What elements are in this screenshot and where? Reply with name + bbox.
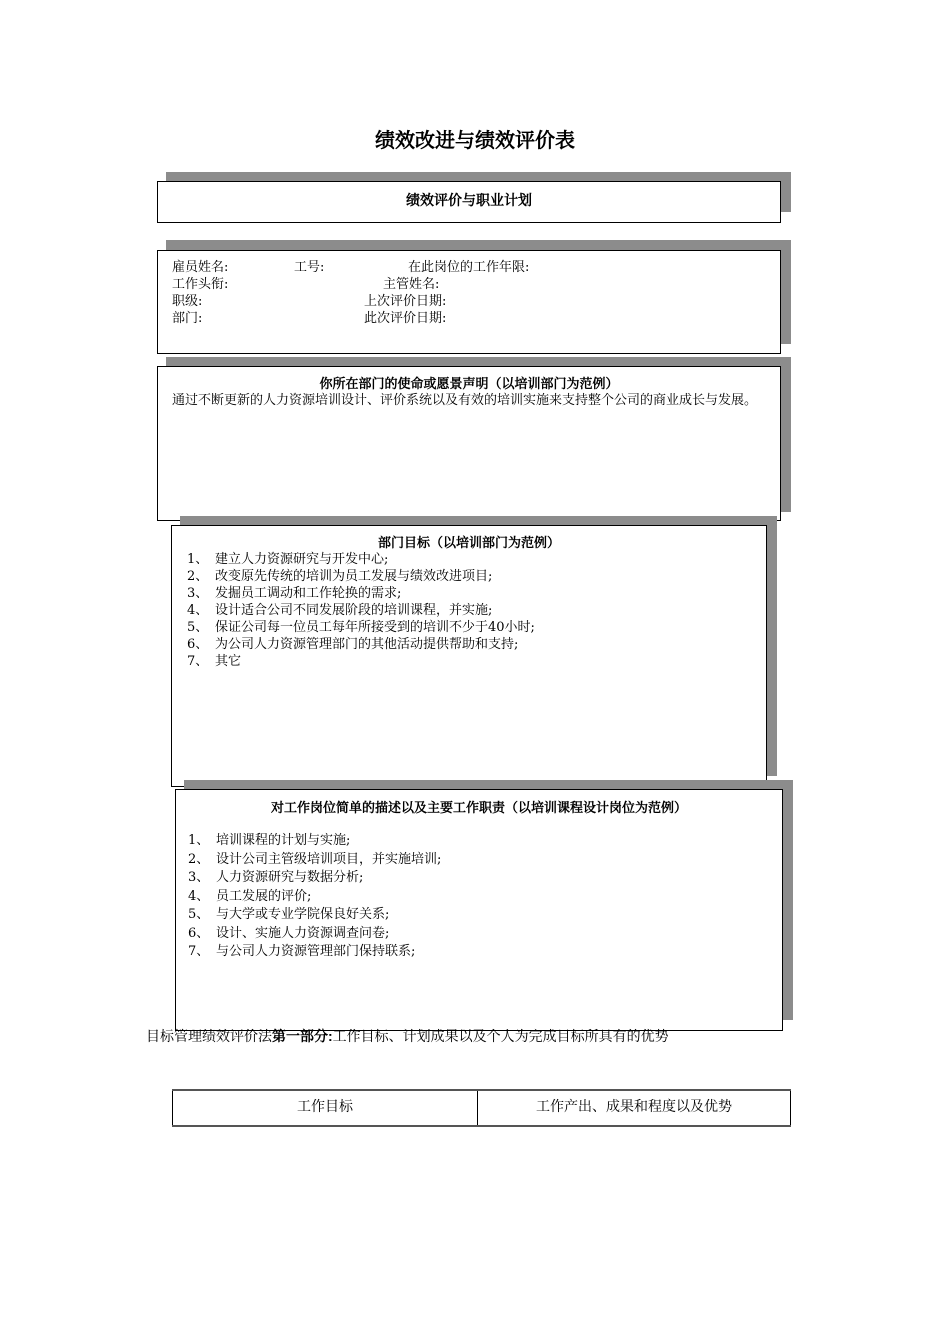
list-item: 2、 设计公司主管级培训项目，并实施培训; bbox=[188, 851, 442, 867]
this-review-label: 此次评价日期: bbox=[364, 311, 447, 326]
part1-caption bbox=[146, 1026, 669, 1046]
grade-label: 职级: bbox=[172, 294, 203, 309]
list-item: 1、 建立人力资源研究与开发中心; bbox=[187, 552, 389, 567]
employee-name-label: 雇员姓名: bbox=[172, 260, 229, 275]
job-title-label: 工作头衔: bbox=[172, 277, 229, 292]
part1-bold: 第一部分: bbox=[272, 1028, 333, 1044]
list-item: 6、 设计、实施人力资源调查问卷; bbox=[188, 925, 390, 941]
tenure-label: 在此岗位的工作年限: bbox=[408, 260, 530, 275]
last-review-label: 上次评价日期: bbox=[364, 294, 447, 309]
list-item: 7、 与公司人力资源管理部门保持联系; bbox=[188, 944, 416, 959]
table-row bbox=[173, 1090, 791, 1126]
employee-id-label: 工号: bbox=[294, 260, 325, 275]
section1-box bbox=[157, 181, 781, 223]
page-title: 绩效改进与绩效评价表 bbox=[375, 128, 575, 152]
goals-list bbox=[172, 551, 766, 670]
duties-box bbox=[175, 789, 783, 1031]
list-item: 1、 培训课程的计划与实施; bbox=[188, 833, 351, 848]
list-item: 5、 与大学或专业学院保良好关系; bbox=[188, 907, 390, 922]
supervisor-label: 主管姓名: bbox=[383, 277, 440, 292]
section1-heading: 绩效评价与职业计划 bbox=[406, 193, 532, 209]
mission-heading: 你所在部门的使命或愿景声明（以培训部门为范例） bbox=[319, 377, 619, 392]
department-label: 部门: bbox=[172, 311, 203, 326]
part1-rest: 工作目标、计划成果以及个人为完成目标所具有的优势 bbox=[332, 1028, 669, 1044]
list-item: 6、 为公司人力资源管理部门的其他活动提供帮助和支持; bbox=[187, 637, 519, 652]
duties-list bbox=[176, 832, 782, 962]
goals-box bbox=[171, 525, 767, 787]
mission-box bbox=[157, 366, 781, 521]
goals-table-col1: 工作目标 bbox=[173, 1090, 478, 1126]
list-item: 4、 设计适合公司不同发展阶段的培训课程，并实施; bbox=[187, 603, 493, 618]
part1-prefix: 目标管理绩效评价法 bbox=[146, 1028, 272, 1044]
goals-table-col2: 工作产出、成果和程度以及优势 bbox=[478, 1090, 791, 1126]
list-item: 2、 改变原先传统的培训为员工发展与绩效改进项目; bbox=[187, 569, 493, 584]
list-item: 5、 保证公司每一位员工每年所接受到的培训不少于40小时; bbox=[187, 620, 535, 635]
list-item: 3、 人力资源研究与数据分析; bbox=[188, 870, 364, 885]
mission-text: 通过不断更新的人力资源培训设计、评价系统以及有效的培训实施来支持整个公司的商业成长与发展。 bbox=[172, 393, 758, 408]
goals-table bbox=[172, 1089, 791, 1127]
duties-heading: 对工作岗位简单的描述以及主要工作职责（以培训课程设计岗位为范例） bbox=[270, 801, 687, 816]
info-box bbox=[157, 250, 781, 354]
goals-heading: 部门目标（以培训部门为范例） bbox=[377, 536, 560, 551]
list-item: 3、 发掘员工调动和工作轮换的需求; bbox=[187, 586, 402, 601]
list-item: 7、 其它 bbox=[187, 654, 242, 669]
list-item: 4、 员工发展的评价; bbox=[188, 888, 312, 904]
